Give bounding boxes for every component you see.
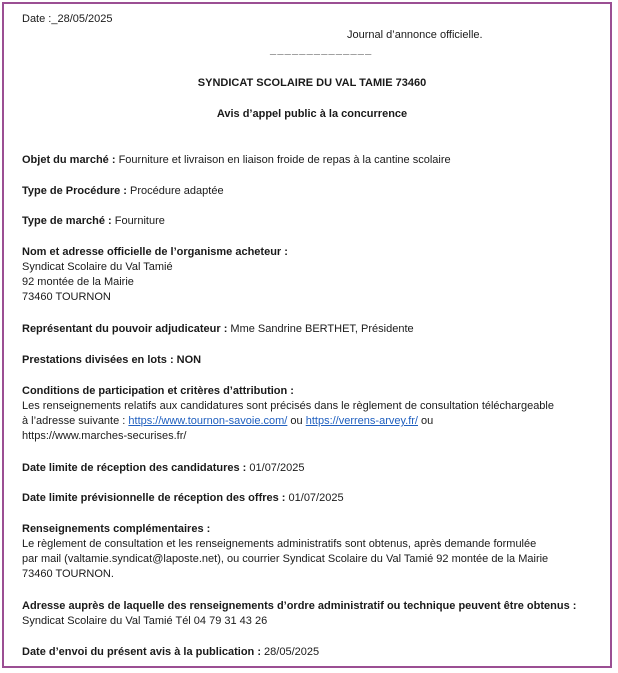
- separator-line: ______________: [270, 44, 373, 56]
- notice-document: [22, 12, 602, 658]
- date-offres-section: [22, 491, 602, 506]
- date-candidatures-value: 01/07/2025: [246, 462, 305, 474]
- conditions-prefix: à l’adresse suivante :: [22, 415, 129, 427]
- representant-label: Représentant du pouvoir adjudicateur :: [22, 323, 228, 335]
- type-marche-section: [22, 214, 602, 229]
- renseignements-label: Renseignements complémentaires :: [22, 523, 211, 535]
- date-envoi-section: [22, 645, 602, 660]
- lots-label: Prestations divisées en lots : NON: [22, 354, 202, 366]
- objet-section: [22, 153, 602, 168]
- date-envoi-label: Date d’envoi du présent avis à la publication :: [22, 646, 261, 658]
- ou-text: ou: [418, 415, 434, 427]
- renseignements-line: 73460 TOURNON.: [22, 568, 114, 580]
- objet-value: Fourniture et livraison en liaison froide de repas à la cantine scolaire: [115, 154, 451, 166]
- adresse-renseignements-label: Adresse auprès de laquelle des renseignements d’ordre administratif ou technique peuvent être obtenus :: [22, 600, 577, 612]
- acheteur-line: 92 montée de la Mairie: [22, 276, 134, 288]
- acheteur-line: Syndicat Scolaire du Val Tamié: [22, 261, 173, 273]
- conditions-line: Les renseignements relatifs aux candidatures sont précisés dans le règlement de consultation téléchargeable: [22, 400, 554, 412]
- acheteur-section: [22, 245, 602, 305]
- document-frame: [2, 2, 612, 668]
- notice-title: Avis d’appel public à la concurrence: [216, 108, 408, 120]
- conditions-section: [22, 384, 602, 444]
- verrens-arvey-link[interactable]: https://verrens-arvey.fr/: [305, 415, 418, 427]
- renseignements-line: par mail (valtamie.syndicat@laposte.net), ou courrier Syndicat Scolaire du Val Tamié 92 montée de la Mairie: [22, 553, 549, 565]
- acheteur-label: Nom et adresse officielle de l’organisme acheteur :: [22, 246, 288, 258]
- organization-title: SYNDICAT SCOLAIRE DU VAL TAMIE 73460: [197, 77, 427, 89]
- date-offres-label: Date limite prévisionnelle de réception des offres :: [22, 492, 286, 504]
- ou-text: ou: [287, 415, 306, 427]
- acheteur-line: 73460 TOURNON: [22, 291, 111, 303]
- lots-section: [22, 353, 602, 368]
- procedure-label: Type de Procédure :: [22, 185, 127, 197]
- date-candidatures-label: Date limite de réception des candidatures :: [22, 462, 247, 474]
- adresse-renseignements-section: [22, 599, 602, 629]
- tournon-savoie-link[interactable]: https://www.tournon-savoie.com/: [128, 415, 288, 427]
- representant-section: [22, 322, 602, 337]
- type-marche-value: Fourniture: [111, 215, 165, 227]
- adresse-renseignements-value: Syndicat Scolaire du Val Tamié Tél 04 79 31 43 26: [22, 615, 268, 627]
- notice-date: Date :_28/05/2025: [22, 13, 113, 25]
- marches-securises-text: https://www.marches-securises.fr/: [22, 430, 187, 442]
- journal-label: Journal d’annonce officielle.: [347, 29, 483, 41]
- representant-value: Mme Sandrine BERTHET, Présidente: [227, 323, 414, 335]
- objet-label: Objet du marché :: [22, 154, 116, 166]
- date-offres-value: 01/07/2025: [285, 492, 344, 504]
- renseignements-section: [22, 522, 602, 582]
- conditions-label: Conditions de participation et critères d’attribution :: [22, 385, 294, 397]
- procedure-section: [22, 184, 602, 199]
- type-marche-label: Type de marché :: [22, 215, 112, 227]
- date-envoi-value: 28/05/2025: [261, 646, 320, 658]
- date-candidatures-section: [22, 461, 602, 476]
- procedure-value: Procédure adaptée: [126, 185, 224, 197]
- renseignements-line: Le règlement de consultation et les renseignements administratifs sont obtenus, après demande formulée: [22, 538, 537, 550]
